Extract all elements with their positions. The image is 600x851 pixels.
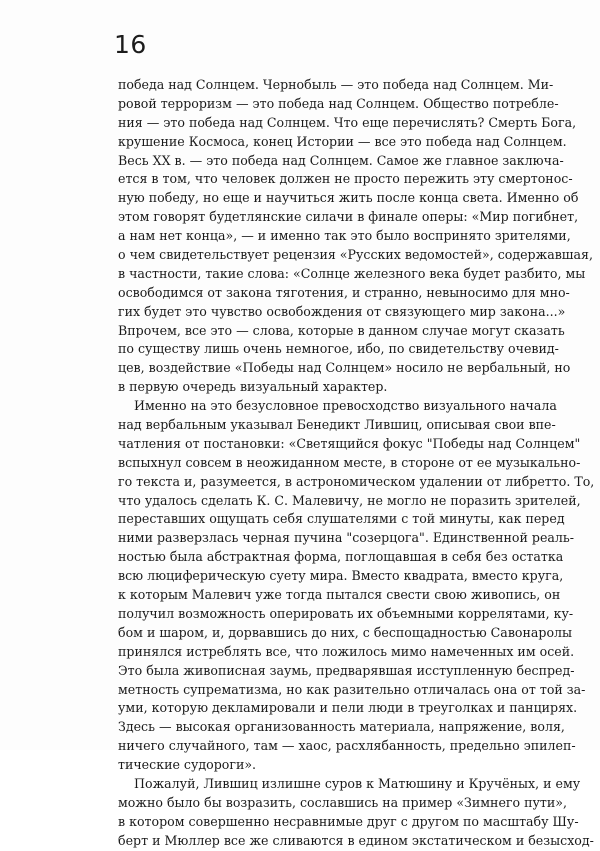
text-line: можно было бы возразить, сославшись на пример «Зимнего пути»,: [118, 794, 567, 810]
text-line: освободимся от закона тяготения, и странно, невыносимо для мно-: [118, 284, 570, 300]
text-line: в частности, такие слова: «Солнце железного века будет разбито, мы: [118, 265, 586, 281]
text-line: гих будет это чувство освобождения от связующего мир закона...»: [118, 303, 566, 319]
text-line: ния — это победа над Солнцем. Что еще перечислять? Смерть Бога,: [118, 114, 577, 130]
text-line: над вербальным указывал Бенедикт Лившиц, описывая свои впе-: [118, 417, 556, 433]
text-line: крушение Космоса, конец Истории — все это победа над Солнцем.: [118, 133, 567, 149]
text-line: принялся истреблять все, что ложилось мимо намеченных им осей.: [118, 643, 575, 659]
text-line: по существу лишь очень немногое, ибо, по свидетельству очевид-: [118, 341, 559, 357]
text-line: этом говорят будетлянские силачи в финале оперы: «Мир погибнет,: [118, 209, 579, 225]
text-line: получил возможность оперировать их объемными коррелятами, ку-: [118, 605, 574, 621]
text-line: Весь XX в. — это победа над Солнцем. Самое же главное заключа-: [118, 152, 564, 168]
text-line: чатления от постановки: «Светящийся фокус "Победы над Солнцем": [118, 435, 581, 451]
page-number: 16: [114, 30, 147, 59]
text-line: к которым Малевич уже тогда пытался свести свою живопись, он: [118, 587, 561, 603]
text-line: победа над Солнцем. Чернобыль — это победа над Солнцем. Ми-: [118, 77, 554, 92]
text-line: ностью была абстрактная форма, поглощавшая в себя без остатка: [118, 549, 564, 565]
text-line: цев, воздействие «Победы над Солнцем» носило не вербальный, но: [118, 360, 571, 376]
text-line: ровой терроризм — это победа над Солнцем. Общество потребле-: [118, 95, 559, 111]
body-text: [118, 76, 595, 851]
text-line: ется в том, что человек должен не просто пережить эту смертонос-: [118, 171, 573, 187]
text-line: го текста и, разумеется, в астрономическом удалении от либретто. То,: [118, 473, 595, 489]
text-line: ними разверзлась черная пучина "созерцога". Единственной реаль-: [118, 530, 575, 546]
text-line: Это была живописная заумь, предварявшая исступленную беспред-: [118, 662, 575, 678]
text-line: переставших ощущать себя слушателями с той минуты, как перед: [118, 511, 565, 527]
text-line: о чем свидетельствует рецензия «Русских ведомостей», содержавшая,: [118, 247, 593, 263]
paragraph-1: [118, 76, 593, 397]
text-line: ную победу, но еще и научиться жить после конца света. Именно об: [118, 190, 579, 206]
text-line: Впрочем, все это — слова, которые в данном случае могут сказать: [118, 322, 565, 338]
text-line: Здесь — высокая организованность материала, напряжение, воля,: [118, 719, 565, 735]
text-line: в первую очередь визуальный характер.: [118, 379, 388, 395]
text-line: вспыхнул совсем в неожиданном месте, в стороне от ее музыкально-: [118, 454, 581, 470]
text-line: в котором совершенно несравнимые друг с другом по масштабу Шу-: [118, 813, 579, 829]
text-line: метность супрематизма, но как разительно отличалась она от той за-: [118, 681, 586, 697]
text-line: бом и шаром, и, дорвавшись до них, с беспощадностью Савонаролы: [118, 624, 573, 640]
text-line: ничего случайного, там — хаос, расхлябанность, предельно эпилеп-: [118, 738, 576, 754]
text-line: уми, которую декламировали и пели люди в треуголках и панцирях.: [118, 700, 578, 716]
paragraph-3: [118, 775, 594, 851]
text-line: берт и Мюллер все же сливаются в едином экстатическом и безысход-: [118, 832, 594, 848]
text-line: Именно на это безусловное превосходство визуального начала: [134, 398, 557, 414]
paragraph-2: [118, 397, 595, 775]
text-line: всю люциферическую суету мира. Вместо квадрата, вместо круга,: [118, 568, 564, 584]
text-line: тические судороги».: [118, 757, 257, 773]
text-line: Пожалуй, Лившиц излишне суров к Матюшину и Кручёных, и ему: [134, 775, 581, 791]
text-line: а нам нет конца», — и именно так это было воспринято зрителями,: [118, 228, 571, 244]
text-line: что удалось сделать К. С. Малевичу, не могло не поразить зрителей,: [118, 492, 581, 508]
